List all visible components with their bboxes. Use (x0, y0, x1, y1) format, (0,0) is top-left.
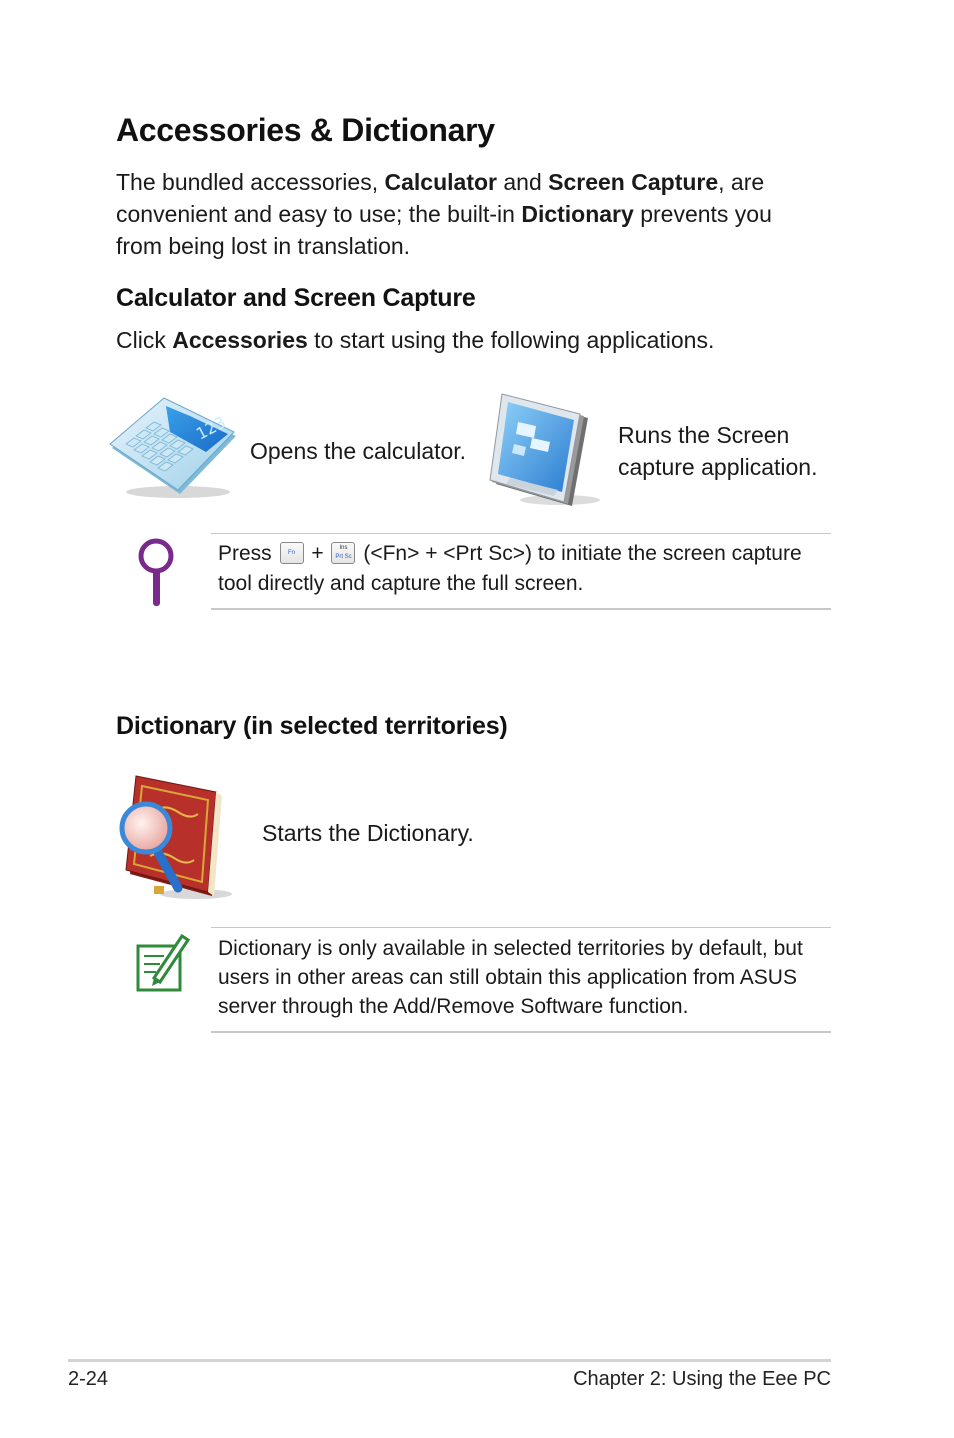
section-title-calculator: Calculator and Screen Capture (116, 284, 476, 312)
tip-plus: + (311, 542, 324, 565)
prtsc-key-icon (331, 542, 355, 564)
calculator-icon[interactable] (108, 396, 240, 500)
capture-desc-line2: capture application. (618, 454, 818, 480)
page-title: Accessories & Dictionary (116, 112, 495, 148)
intro-calculator: Calculator (384, 169, 497, 195)
note-line3: server through the Add/Remove Software function. (218, 995, 689, 1018)
tip-line2: tool directly and capture the full screen. (218, 572, 584, 595)
tip-text (218, 539, 830, 599)
page-number: 2-24 (68, 1368, 109, 1390)
intro-text: and (496, 169, 549, 195)
tip-rest: (<Fn> + <Prt Sc>) to initiate the screen capture (363, 542, 802, 565)
fn-key-label: Fn (288, 550, 296, 556)
calculator-description: Opens the calculator. (250, 438, 467, 464)
intro-dictionary: Dictionary (521, 201, 634, 227)
svg-text:123: 123 (192, 412, 229, 444)
chapter-title: Chapter 2: Using the Eee PC (573, 1368, 831, 1390)
note-line1: Dictionary is only available in selected territories by default, but (218, 937, 803, 960)
note-line2: users in other areas can still obtain this application from ASUS (218, 966, 797, 989)
prtsc-key-label: Prt Sc (335, 554, 352, 560)
dictionary-icon[interactable] (116, 770, 238, 902)
intro-text: , are convenient and easy to use; the built-in (116, 169, 765, 227)
dictionary-description: Starts the Dictionary. (262, 820, 474, 846)
intro-text: prevents you from being lost in translation. (116, 201, 772, 259)
click-post: to start using the following applications. (307, 327, 715, 353)
intro-paragraph (116, 166, 816, 262)
capture-desc-line1: Runs the Screen (618, 422, 790, 448)
intro-text: The bundled accessories, (116, 169, 385, 195)
fn-key-icon (280, 542, 304, 564)
screen-capture-description (618, 419, 817, 483)
footer-divider (68, 1359, 831, 1362)
section-title-dictionary: Dictionary (in selected territories) (116, 712, 508, 740)
intro-screen-capture: Screen Capture (548, 169, 719, 195)
note-text (218, 934, 830, 1021)
click-pre: Click (116, 327, 173, 353)
accessories-label: Accessories (172, 327, 308, 353)
tip-press: Press (218, 542, 272, 565)
click-accessories-text (116, 324, 714, 356)
tip-icon (136, 536, 176, 610)
screen-capture-icon[interactable] (488, 392, 606, 508)
note-icon (134, 932, 190, 994)
ins-key-label: Ins (339, 545, 348, 551)
